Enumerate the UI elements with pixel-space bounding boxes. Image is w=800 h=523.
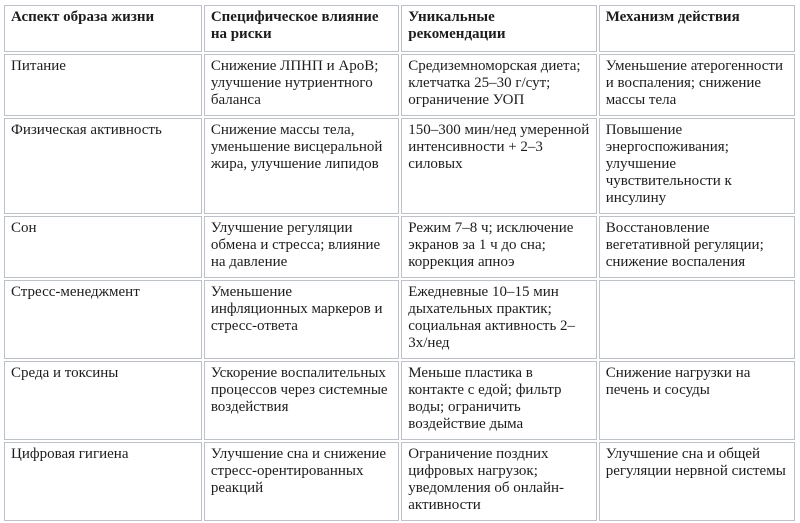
table-cell: Ежедневные 10–15 мин дыхательных практик; социальная активность 2–3х/нед [401, 280, 596, 359]
table-header-row [4, 5, 795, 52]
table-cell: Снижение нагрузки на печень и сосуды [599, 361, 795, 440]
row-label-cell: Питание [4, 54, 202, 116]
table-cell: Уменьшение инфляционных маркеров и стресс-ответа [204, 280, 399, 359]
table-cell: Ограничение поздних цифровых нагрузок; уведомления об онлайн-активности [401, 442, 596, 521]
row-label-cell: Среда и токсины [4, 361, 202, 440]
row-label-cell: Сон [4, 216, 202, 278]
table-cell: Ускорение воспалительных процессов через системные воздействия [204, 361, 399, 440]
table-cell: 150–300 мин/нед умеренной интенсивности + 2–3 силовых [401, 118, 596, 214]
table-cell: Повышение энергоспоживания; улучшение чувствительности к инсулину [599, 118, 795, 214]
table-cell: Восстановление вегетативной регуляции; снижение воспаления [599, 216, 795, 278]
table-cell: Уменьшение атерогенности и воспаления; снижение массы тела [599, 54, 795, 116]
table-cell: Улучшение сна и снижение стресс-орентированных реакций [204, 442, 399, 521]
table-cell: Снижение массы тела, уменьшение висцеральной жира, улучшение липидов [204, 118, 399, 214]
column-header-recommendations: Уникальные рекомендации [401, 5, 596, 52]
table-cell [599, 280, 795, 359]
row-label-cell: Физическая активность [4, 118, 202, 214]
table-cell: Снижение ЛПНП и ApoB; улучшение нутриентного баланса [204, 54, 399, 116]
table-row [4, 118, 795, 214]
table-row [4, 442, 795, 521]
table-cell: Меньше пластика в контакте с едой; фильтр воды; ограничить воздействие дыма [401, 361, 596, 440]
table-row [4, 216, 795, 278]
table-row [4, 280, 795, 359]
table-cell: Улучшение сна и общей регуляции нервной системы [599, 442, 795, 521]
table-row [4, 361, 795, 440]
table-cell: Улучшение регуляции обмена и стресса; влияние на давление [204, 216, 399, 278]
column-header-mechanism: Механизм действия [599, 5, 795, 52]
lifestyle-table [2, 3, 797, 523]
row-label-cell: Цифровая гигиена [4, 442, 202, 521]
column-header-risk-influence: Специфическое влияние на риски [204, 5, 399, 52]
column-header-aspect: Аспект образа жизни [4, 5, 202, 52]
table-cell: Режим 7–8 ч; исключение экранов за 1 ч до сна; коррекция апноэ [401, 216, 596, 278]
table-row [4, 54, 795, 116]
row-label-cell: Стресс-менеджмент [4, 280, 202, 359]
table-cell: Средиземноморская диета; клетчатка 25–30 г/сут; ограничение УОП [401, 54, 596, 116]
